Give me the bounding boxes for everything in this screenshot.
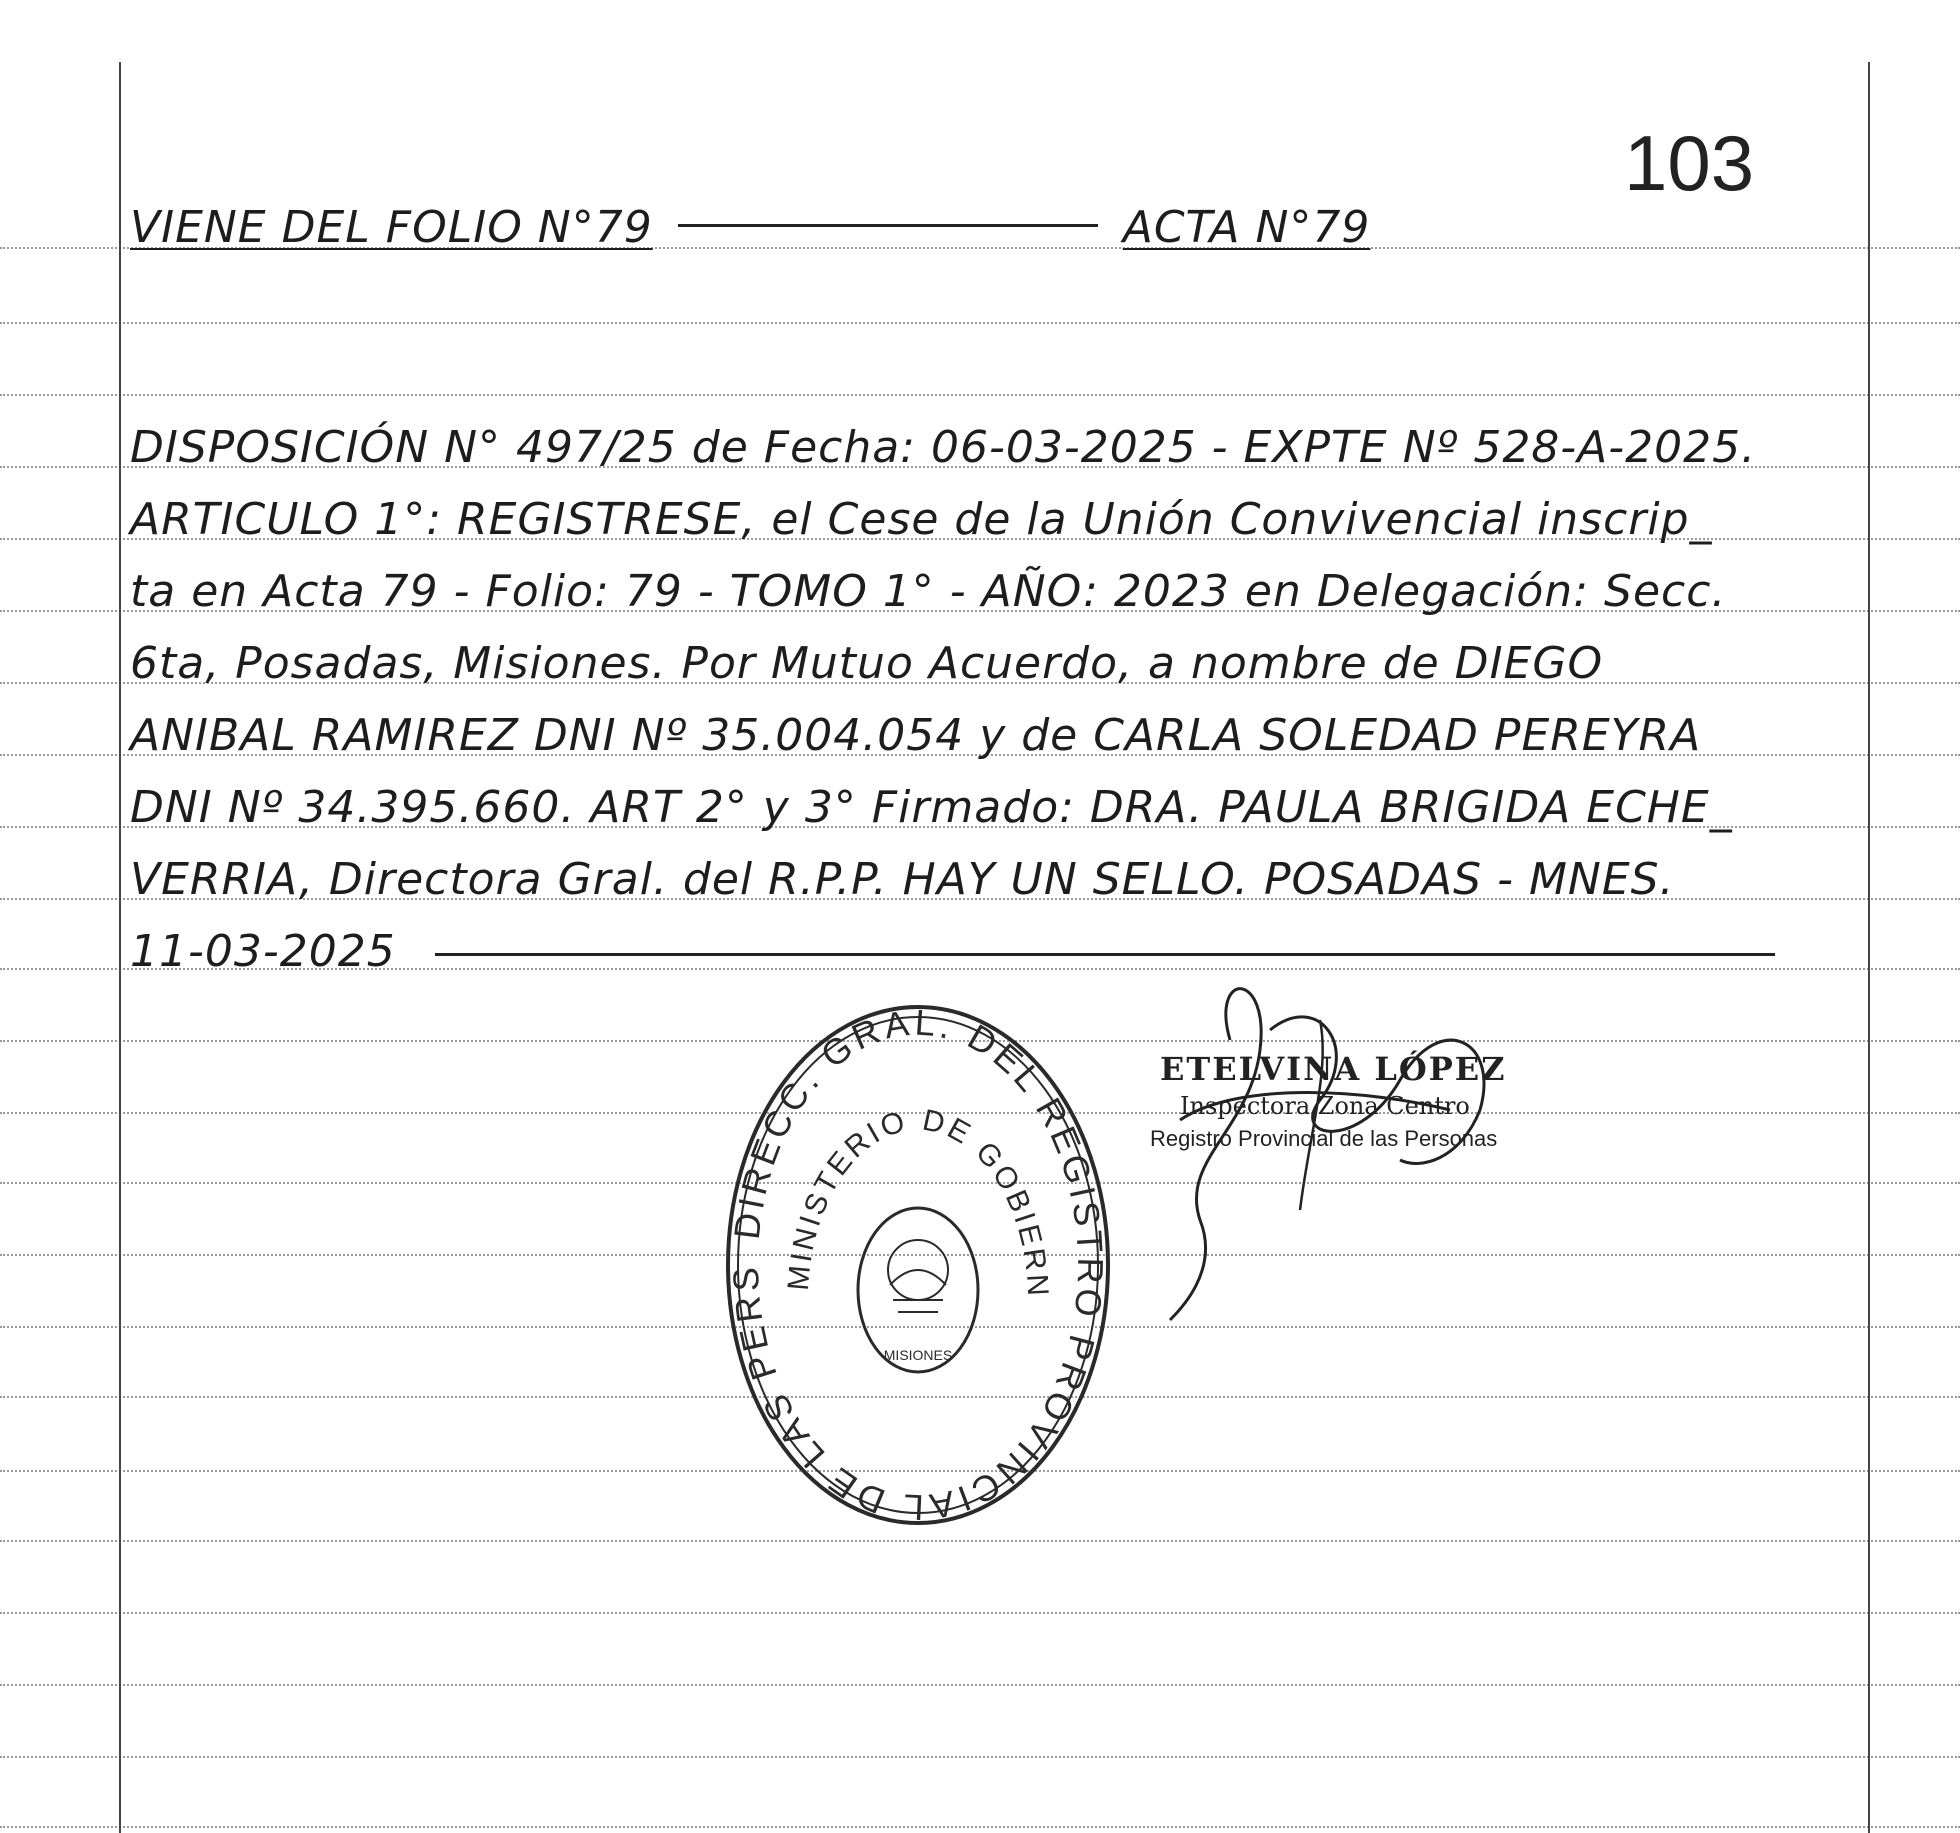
signatory-name: ETELVINA LÓPEZ bbox=[1160, 1050, 1507, 1088]
ruled-line bbox=[0, 322, 1960, 324]
header-line bbox=[130, 198, 1880, 258]
svg-text:MISIONES: MISIONES bbox=[883, 1347, 953, 1363]
body-line: DISPOSICIÓN N° 497/25 de Fecha: 06-03-2025 - EXPTE Nº 528-A-2025. bbox=[130, 422, 1757, 473]
ruled-line bbox=[0, 1612, 1960, 1614]
signature-block bbox=[1150, 1050, 1507, 1152]
ruled-line bbox=[0, 1540, 1960, 1542]
svg-text:DIRECC. GRAL. DEL REGISTRO PRO: DIRECC. GRAL. DEL REGISTRO PROVINCIAL DE LAS PERS bbox=[724, 1001, 1112, 1529]
signatory-role: Inspectora Zona Centro bbox=[1180, 1092, 1470, 1120]
signatory-institution: Registro Provincial de las Personas bbox=[1150, 1126, 1498, 1151]
closing-date: 11-03-2025 bbox=[130, 926, 396, 977]
official-stamp bbox=[718, 1000, 1118, 1534]
handwritten-signature bbox=[1120, 960, 1540, 1364]
body-line: ANIBAL RAMIREZ DNI Nº 35.004.054 y de CARLA SOLEDAD PEREYRA bbox=[130, 710, 1702, 761]
body-line: VERRIA, Directora Gral. del R.P.P. HAY UN SELLO. POSADAS - MNES. bbox=[130, 854, 1675, 905]
body-line: ARTICULO 1°: REGISTRESE, el Cese de la Unión Convivencial inscrip_ bbox=[130, 494, 1713, 545]
left-margin-line bbox=[119, 62, 121, 1833]
body-line: 6ta, Posadas, Misiones. Por Mutuo Acuerdo, a nombre de DIEGO bbox=[130, 638, 1604, 689]
ruled-line bbox=[0, 1826, 1960, 1828]
ruled-line bbox=[0, 1756, 1960, 1758]
header-left: VIENE DEL FOLIO N°79 bbox=[130, 202, 653, 253]
svg-text:MINISTERIO DE GOBIERNO: MINISTERIO DE GOBIERN bbox=[781, 1103, 1055, 1300]
header-right: ACTA N°79 bbox=[1122, 202, 1371, 253]
ruled-line bbox=[0, 1684, 1960, 1686]
ruled-line bbox=[0, 394, 1960, 396]
body-line: ta en Acta 79 - Folio: 79 - TOMO 1° - AÑO: 2023 en Delegación: Secc. bbox=[130, 566, 1727, 617]
body-line: DNI Nº 34.395.660. ART 2° y 3° Firmado: DRA. PAULA BRIGIDA ECHE_ bbox=[130, 782, 1733, 833]
closing-dash bbox=[435, 953, 1775, 956]
folio-number: 103 bbox=[1624, 119, 1755, 207]
body-line-date bbox=[130, 922, 1880, 982]
header-dash bbox=[678, 224, 1098, 227]
